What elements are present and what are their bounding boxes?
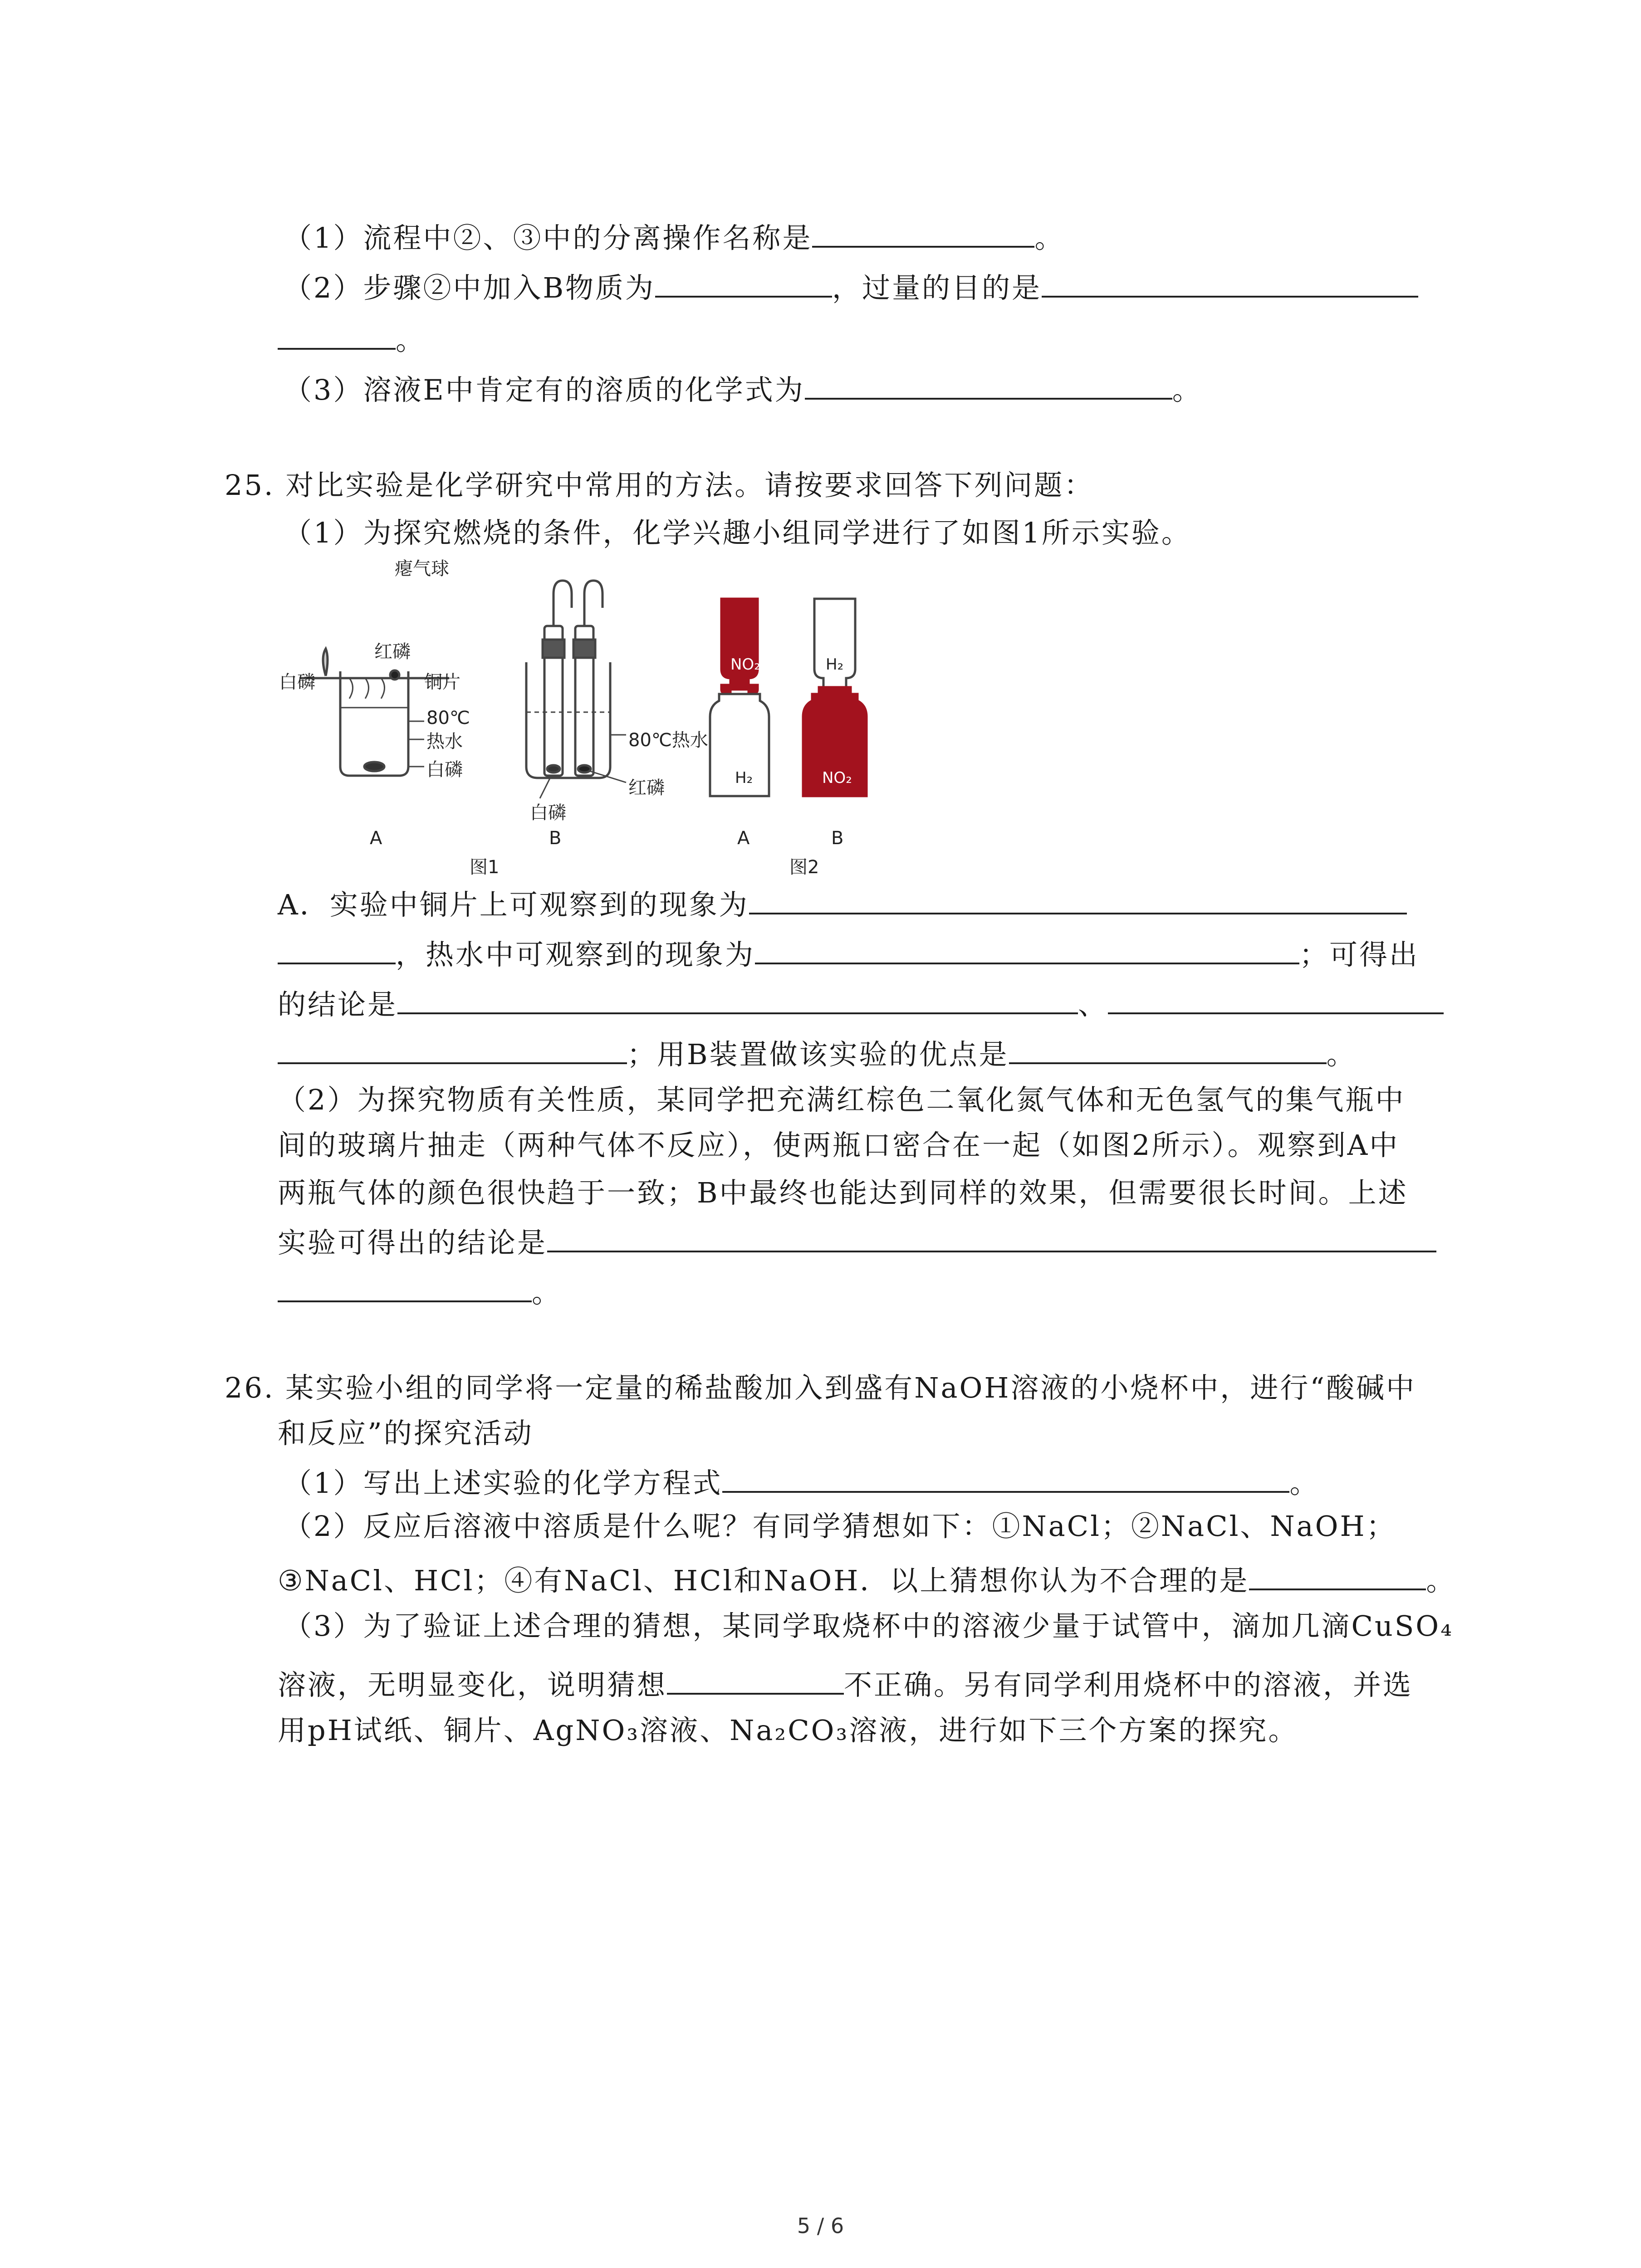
q25-a-line3-pre: 的结论是 bbox=[278, 988, 398, 1021]
answer-blank[interactable] bbox=[1042, 268, 1418, 298]
q26-line6: （3）为了验证上述合理的猜想，某同学取烧杯中的溶液少量于试管中，滴加几滴CuSO₄ bbox=[284, 1609, 1454, 1642]
q26-line2: 和反应”的探究活动 bbox=[278, 1417, 534, 1450]
q26-line4: （2）反应后溶液中溶质是什么呢？有同学猜想如下：①NaCl；②NaCl、NaOH； bbox=[284, 1510, 1396, 1543]
answer-blank[interactable] bbox=[667, 1665, 844, 1695]
q25-part2-l5 bbox=[278, 1272, 562, 1311]
label-white-phosphorus-top: 白磷 bbox=[279, 672, 315, 693]
label-copper: 铜片 bbox=[424, 672, 460, 693]
q25-a-line2 bbox=[278, 934, 1419, 973]
q24-line4-text: （3）溶液E中肯定有的溶质的化学式为 bbox=[284, 373, 805, 406]
q24-line2 bbox=[284, 268, 1418, 306]
q26-line5 bbox=[278, 1560, 1456, 1599]
q26-line7 bbox=[278, 1665, 1413, 1703]
q25-part1: （1）为探究燃烧的条件，化学兴趣小组同学进行了如图1所示实验。 bbox=[284, 516, 1191, 549]
q25-intro: 25. 对比实验是化学研究中常用的方法。请按要求回答下列问题： bbox=[225, 469, 1094, 502]
label-no2-b: NO₂ bbox=[822, 769, 852, 787]
label-white-phosphorus-b: 白磷 bbox=[530, 802, 566, 823]
page-number: 5 / 6 bbox=[797, 2214, 844, 2238]
q24-line1-post: 。 bbox=[1034, 221, 1065, 254]
q25-part2-l2: 间的玻璃片抽走（两种气体不反应），使两瓶口密合在一起（如图2所示）。观察到A中 bbox=[278, 1129, 1400, 1162]
q25-a-line2-post: ；可得出 bbox=[1299, 938, 1420, 971]
q25-part2-l4-text: 实验可得出的结论是 bbox=[278, 1226, 548, 1259]
beaker-b bbox=[526, 662, 610, 778]
q26-line3-post: 。 bbox=[1289, 1466, 1320, 1500]
answer-blank[interactable] bbox=[278, 934, 396, 964]
label-fig2-b: B bbox=[831, 828, 844, 849]
label-white-phosphorus-bottom: 白磷 bbox=[426, 759, 463, 780]
answer-blank[interactable] bbox=[397, 984, 1078, 1014]
answer-blank[interactable] bbox=[1009, 1034, 1327, 1064]
answer-blank[interactable] bbox=[722, 1463, 1289, 1493]
q24-line2-text: （2）步骤②中加入B物质为 bbox=[284, 271, 656, 304]
q25-a-line4 bbox=[278, 1034, 1357, 1073]
label-h2-a: H₂ bbox=[735, 769, 753, 787]
q24-line1-text: （1）流程中②、③中的分离操作名称是 bbox=[284, 221, 813, 254]
answer-blank[interactable] bbox=[749, 885, 1407, 914]
q25-a-line4-post: 。 bbox=[1326, 1038, 1357, 1071]
q25-part2-l5-post: 。 bbox=[532, 1276, 562, 1309]
q24-line4 bbox=[284, 370, 1202, 408]
answer-blank[interactable] bbox=[655, 268, 832, 298]
q25-part2-l3: 两瓶气体的颜色很快趋于一致；B中最终也能达到同样的效果，但需要很长时间。上述 bbox=[278, 1176, 1408, 1209]
label-hot-water-b: 80℃热水 bbox=[628, 730, 708, 751]
label-fig2-a: A bbox=[737, 828, 750, 849]
answer-blank[interactable] bbox=[755, 934, 1299, 964]
label-balloon: 瘪气球 bbox=[395, 558, 449, 579]
q26-line5-post: 。 bbox=[1426, 1564, 1456, 1597]
label-fig1-a: A bbox=[370, 828, 382, 849]
q26-line3-text: （1）写出上述实验的化学方程式 bbox=[284, 1466, 723, 1500]
answer-blank[interactable] bbox=[278, 1272, 532, 1302]
q26-line3 bbox=[284, 1463, 1319, 1501]
label-fig1-b: B bbox=[549, 828, 562, 849]
answer-blank[interactable] bbox=[805, 370, 1172, 400]
q25-a-line3 bbox=[278, 984, 1444, 1023]
label-temp: 80℃ bbox=[426, 708, 470, 728]
answer-blank[interactable] bbox=[1108, 984, 1444, 1014]
label-red-phosphorus: 红磷 bbox=[374, 641, 411, 662]
beaker-a bbox=[340, 671, 408, 776]
q24-line4-post: 。 bbox=[1172, 373, 1202, 406]
q24-line1 bbox=[284, 218, 1064, 256]
label-hot-water: 热水 bbox=[426, 731, 463, 752]
q26-line7-text: 溶液，无明显变化，说明猜想 bbox=[278, 1668, 667, 1701]
answer-blank[interactable] bbox=[547, 1222, 1436, 1252]
answer-blank[interactable] bbox=[278, 320, 396, 350]
q26-line8: 用pH试纸、铜片、AgNO₃溶液、Na₂CO₃溶液，进行如下三个方案的探究。 bbox=[278, 1714, 1298, 1747]
q24-line2-mid: ，过量的目的是 bbox=[832, 271, 1042, 304]
experiment-figure bbox=[272, 553, 898, 880]
caption-fig2: 图2 bbox=[789, 857, 819, 878]
bottle-b bbox=[803, 599, 867, 796]
answer-blank[interactable] bbox=[812, 218, 1034, 248]
q24-line3 bbox=[278, 320, 426, 358]
bottle-a bbox=[710, 599, 769, 796]
caption-fig1: 图1 bbox=[470, 857, 500, 878]
q25-a-line1-text: A．实验中铜片上可观察到的现象为 bbox=[278, 888, 749, 921]
q25-a-line2-mid: ，热水中可观察到的现象为 bbox=[396, 938, 755, 971]
label-red-phosphorus-b: 红磷 bbox=[628, 777, 665, 798]
q25-a-line4-mid: ；用B装置做该实验的优点是 bbox=[627, 1038, 1009, 1071]
q25-part2-l1: （2）为探究物质有关性质，某同学把充满红棕色二氧化氮气体和无色氢气的集气瓶中 bbox=[278, 1083, 1406, 1116]
answer-blank[interactable] bbox=[1249, 1560, 1426, 1590]
q26-line7-post: 不正确。另有同学利用烧杯中的溶液，并选 bbox=[844, 1668, 1413, 1701]
label-h2-b: H₂ bbox=[826, 655, 844, 674]
label-no2-a: NO₂ bbox=[730, 655, 760, 674]
q25-a-line1 bbox=[278, 885, 1407, 923]
q26-line1: 26. 某实验小组的同学将一定量的稀盐酸加入到盛有NaOH溶液的小烧杯中，进行“酸碱中 bbox=[225, 1371, 1416, 1404]
answer-blank[interactable] bbox=[278, 1034, 627, 1064]
q25-part2-l4 bbox=[278, 1222, 1436, 1261]
q26-line5-text: ③NaCl、HCl；④有NaCl、HCl和NaOH．以上猜想你认为不合理的是 bbox=[278, 1564, 1249, 1597]
q25-a-line3-mid: 、 bbox=[1078, 988, 1108, 1021]
q24-line3-post: 。 bbox=[396, 323, 426, 357]
